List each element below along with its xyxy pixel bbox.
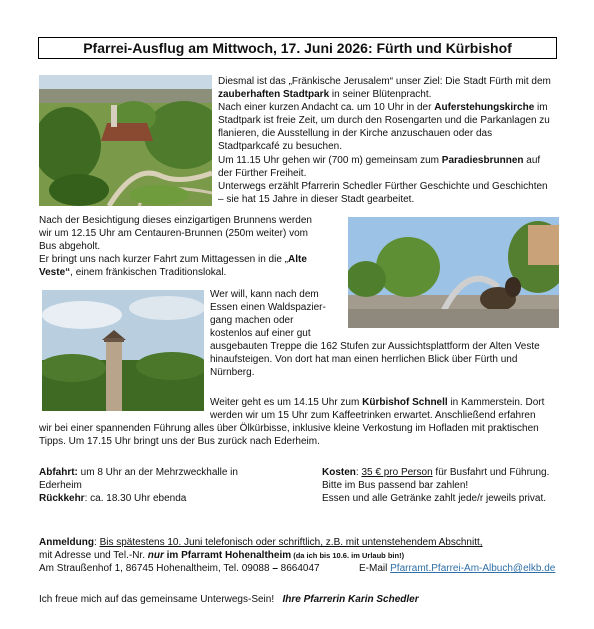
afternoon-text-top: Weiter geht es um 14.15 Uhr zum Kürbishof Schnell in Kammerstein. Dort werden wir um 15 Uhr zum Kaffeetrinken erwartet. Anschließend erfahren bbox=[210, 397, 545, 422]
signature: Ihre Pfarrerin Karin Schedler bbox=[282, 594, 419, 605]
cost-info: Kosten: 35 € pro Person für Busfahrt und Führung. Bitte im Bus passend bar zahlen! Essen und alle Getränke zahlt jede/r jeweils privat. bbox=[322, 467, 550, 505]
registration-info: Anmeldung: Bis spätestens 10. Juni telefonisch oder schriftlich, z.B. mit untenstehendem Abschnitt, mit Adresse und Tel.-Nr. nur im Pfarramt Hohenaltheim (da ich bis 10.6. im Urlaub bin!) Am Straußenhof 1, 86745 Hohenaltheim, Tel. 09088 – 8664047 bbox=[39, 537, 483, 575]
departure-info: Abfahrt: um 8 Uhr an der Mehrzweckhalle in Ederheim Rückkehr: ca. 18.30 Uhr ebenda bbox=[39, 467, 238, 505]
tower-text-wide: ausgebauten Treppe die 162 Stufen zur Aussichtsplattform der Alten Veste hinaufsteigen. Von dort hat man einen herrlichen Blick über Fürth und Nürnberg. bbox=[210, 341, 540, 379]
afternoon-text-bottom: wir bei einer spannenden Führung alles über Ölkürbisse, inklusive kleine Verkostung im Hofladen mit praktischen Tipps. Um 17.15 Uhr bringt uns der Bus zurück nach Ederheim. bbox=[39, 423, 539, 448]
fountain-photo bbox=[348, 217, 559, 328]
closing-line: Ich freue mich auf das gemeinsame Unterwegs-Sein! Ihre Pfarrerin Karin Schedler bbox=[39, 594, 419, 605]
intro-text: Diesmal ist das „Fränkische Jerusalem“ unser Ziel: Die Stadt Fürth mit dem zauberhaften Stadtpark in seiner Blütenpracht. Nach einer kurzen Andacht ca. um 10 Uhr in der Auferstehungskirche im Stadtpark ist freie Zeit, um durch den Rosengarten und die Parkanlagen zu flanieren, die Ausstellung in der Kirche anzuschauen oder das Stadtparkcafé zu besuchen. Um 11.15 Uhr gehen wir (700 m) gemeinsam zum Paradiesbrunnen auf der Fürther Freiheit. Unterwegs erzählt Pfarrerin Schedler Fürther Geschichte und Geschichten – sie hat 15 Jahre in dieser Stadt gearbeitet. bbox=[218, 76, 551, 205]
email-link[interactable]: Pfarramt.Pfarrei-Am-Albuch@elkb.de bbox=[390, 563, 556, 574]
tower-text-narrow: Wer will, kann nach dem Essen einen Waldspazier- gang machen oder kostenlos auf einer gut bbox=[210, 289, 326, 340]
lunch-text: Nach der Besichtigung dieses einzigartigen Brunnens werden wir um 12.15 Uhr am Centauren-Brunnen (250m weiter) vom Bus abgeholt. Er bringt uns nach kurzer Fahrt zum Mittagessen in die „Alte Veste“, einem fränkischen Traditionslokal. bbox=[39, 215, 312, 279]
park-aerial-photo bbox=[39, 75, 212, 206]
page-title: Pfarrei-Ausflug am Mittwoch, 17. Juni 2026: Fürth und Kürbishof bbox=[38, 37, 557, 59]
tower-photo bbox=[42, 290, 204, 411]
email-line: E-Mail Pfarramt.Pfarrei-Am-Albuch@elkb.de bbox=[359, 563, 556, 574]
